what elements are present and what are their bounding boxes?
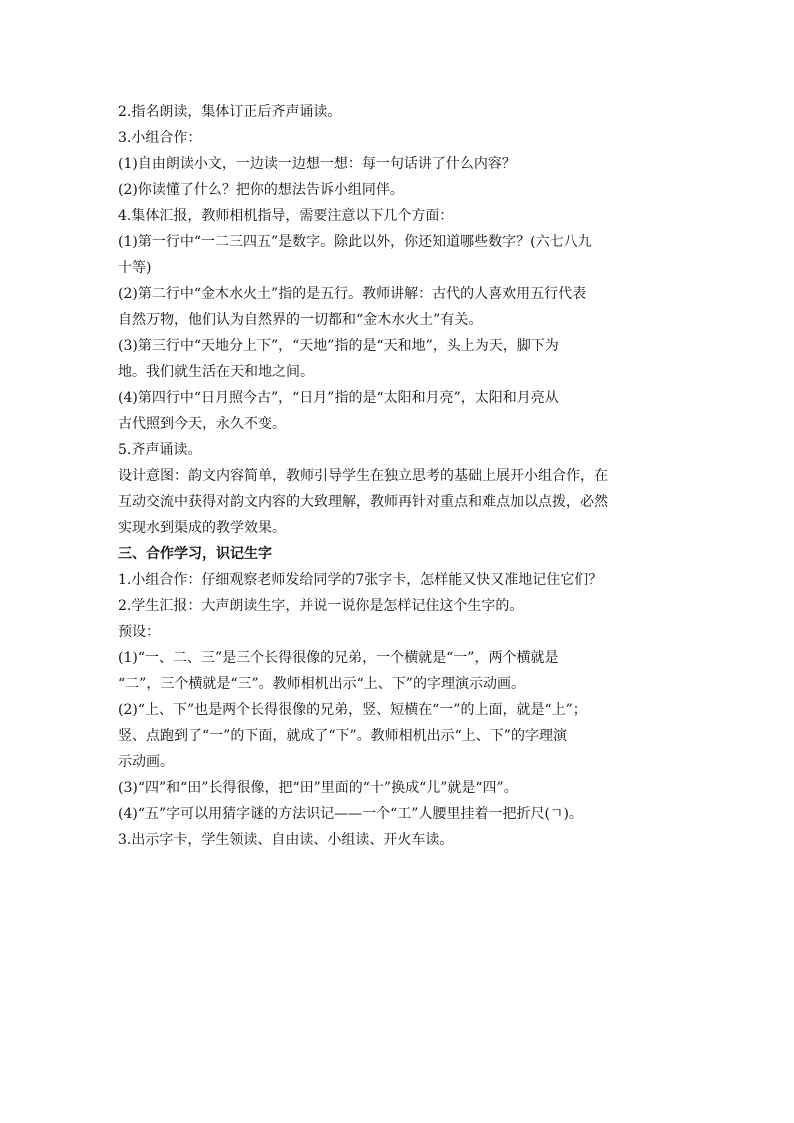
section-heading: 三、合作学习，识记生字	[118, 546, 272, 562]
text-line-12: (4)第四行中“日月照今古”，“日月”指的是“太阳和月亮”，太阳和月亮从	[118, 390, 559, 406]
text-line-13: 古代照到今天，永久不变。	[118, 416, 286, 432]
text-line-20: 2.学生汇报：大声朗读生字，并说一说你是怎样记住这个生字的。	[118, 598, 524, 614]
text-line-2: 3.小组合作：	[118, 130, 202, 146]
text-line-19: 1.小组合作：仔细观察老师发给同学的7张字卡，怎样能又快又准地记住它们？	[118, 572, 603, 588]
text-line-1: 2.指名朗读，集体订正后齐声诵读。	[118, 104, 342, 120]
text-line-6: (1)第一行中“一二三四五”是数字。除此以外，你还知道哪些数字？(六七八九	[118, 234, 592, 250]
design-intent-line-2: 互动交流中获得对韵文内容的大致理解，教师再针对重点和难点加以点拨，必然	[118, 494, 608, 510]
text-line-28: (4)“五”字可以用猜字谜的方法识记——一个“工”人腰里挂着一把折尺(ㄱ)。	[118, 806, 583, 822]
text-line-24: (2)“上、下”也是两个长得很像的兄弟，竖、短横在“一”的上面，就是“上”；	[118, 702, 587, 718]
text-line-27: (3)“四”和“田”长得很像，把“田”里面的“十”换成“儿”就是“四”。	[118, 780, 518, 796]
text-line-8: (2)第二行中“金木水火土”指的是五行。教师讲解：古代的人喜欢用五行代表	[118, 286, 587, 302]
text-line-7: 十等)	[118, 260, 152, 276]
text-line-11: 地。我们就生活在天和地之间。	[118, 364, 314, 380]
text-line-22: (1)“一、二、三”是三个长得很像的兄弟，一个横就是“一”，两个横就是	[118, 650, 559, 666]
text-line-26: 示动画。	[118, 754, 174, 770]
text-line-3: (1)自由朗读小文，一边读一边想一想：每一句话讲了什么内容？	[118, 156, 516, 172]
text-line-29: 3.出示字卡，学生领读、自由读、小组读、开火车读。	[118, 832, 454, 848]
design-intent-line-3: 实现水到渠成的教学效果。	[118, 520, 286, 536]
text-line-10: (3)第三行中“天地分上下”，“天地”指的是“天和地”，头上为天，脚下为	[118, 338, 559, 354]
text-line-9: 自然万物，他们认为自然界的一切都和“金木水火土”有关。	[118, 312, 483, 328]
text-line-21: 预设：	[118, 624, 160, 640]
document-body	[118, 99, 678, 853]
text-line-25: 竖、点跑到了“一”的下面，就成了“下”。教师相机出示“上、下”的字理演	[118, 728, 567, 744]
text-line-14: 5.齐声诵读。	[118, 442, 202, 458]
text-line-4: (2)你读懂了什么？把你的想法告诉小组同伴。	[118, 182, 404, 198]
design-intent-line-1: 设计意图：韵文内容简单，教师引导学生在独立思考的基础上展开小组合作，在	[118, 468, 608, 484]
text-line-23: “二”，三个横就是“三”。教师相机出示“上、下”的字理演示动画。	[118, 676, 525, 692]
text-line-5: 4.集体汇报，教师相机指导，需要注意以下几个方面：	[118, 208, 454, 224]
